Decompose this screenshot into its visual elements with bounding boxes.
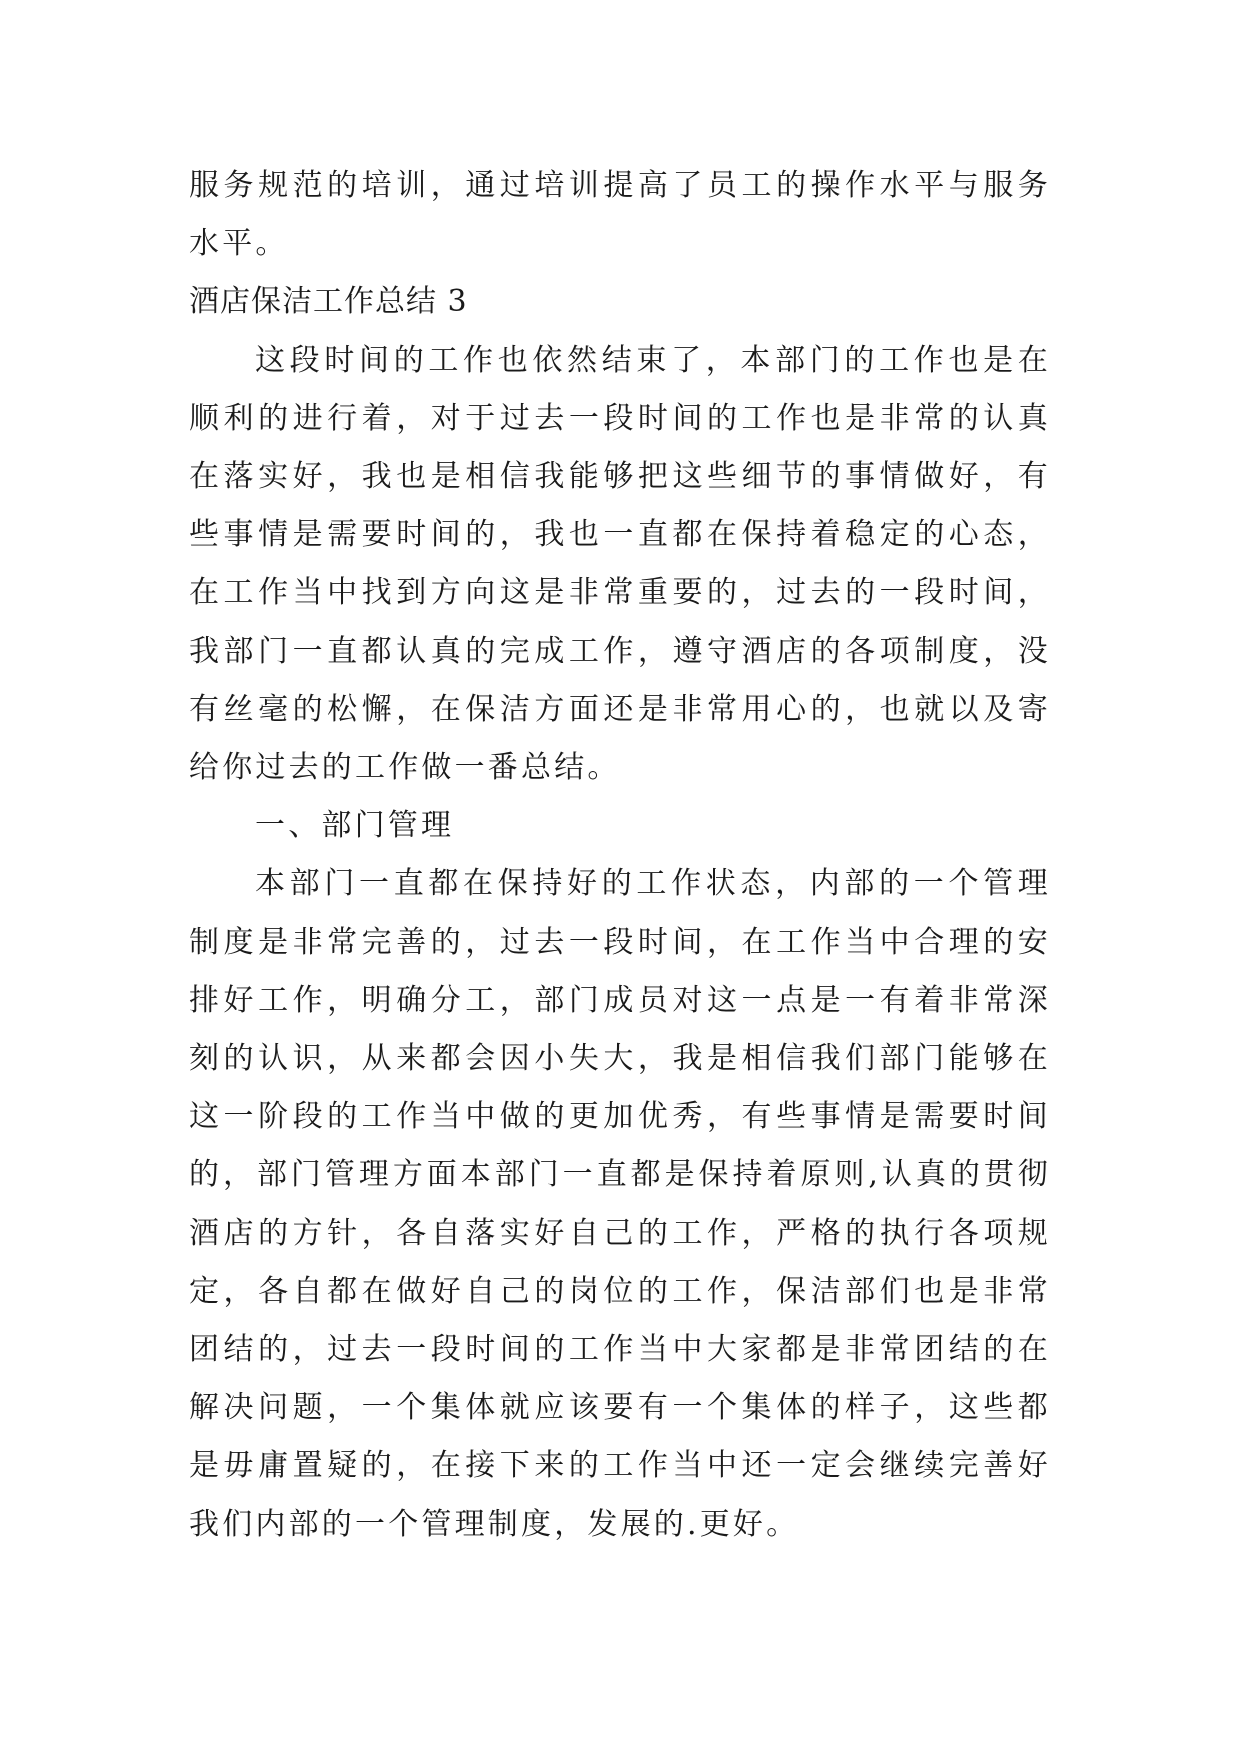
document-body: [189, 157, 1051, 1554]
subheading: 一、部门管理: [255, 808, 455, 844]
management-paragraph: 本部门一直都在保持好的工作状态，内部的一个管理制度是非常完善的，过去一段时间，在工作当中合理的安排好工作，明确分工，部门成员对这一点是一有着非常深刻的认识，从来都会因小失大，我是相信我们部门能够在这一阶段的工作当中做的更加优秀，有些事情是需要时间的，部门管理方面本部门一直都是保持着原则,认真的贯彻酒店的方针，各自落实好自己的工作，严格的执行各项规定，各自都在做好自己的岗位的工作，保洁部们也是非常团结的，过去一段时间的工作当中大家都是非常团结的在解决问题，一个集体就应该要有一个集体的样子，这些都是毋庸置疑的，在接下来的工作当中还一定会继续完善好我们内部的一个管理制度，发展的.更好。: [189, 866, 1051, 1542]
continuation-paragraph: 服务规范的培训，通过培训提高了员工的操作水平与服务水平。: [189, 168, 1051, 262]
section-title: 酒店保洁工作总结 3: [189, 284, 468, 320]
intro-paragraph: 这段时间的工作也依然结束了，本部门的工作也是在顺利的进行着，对于过去一段时间的工作也是非常的认真在落实好，我也是相信我能够把这些细节的事情做好，有些事情是需要时间的，我也一直都在保持着稳定的心态，在工作当中找到方向这是非常重要的，过去的一段时间，我部门一直都认真的完成工作，遵守酒店的各项制度，没有丝毫的松懈，在保洁方面还是非常用心的，也就以及寄给你过去的工作做一番总结。: [189, 342, 1051, 786]
